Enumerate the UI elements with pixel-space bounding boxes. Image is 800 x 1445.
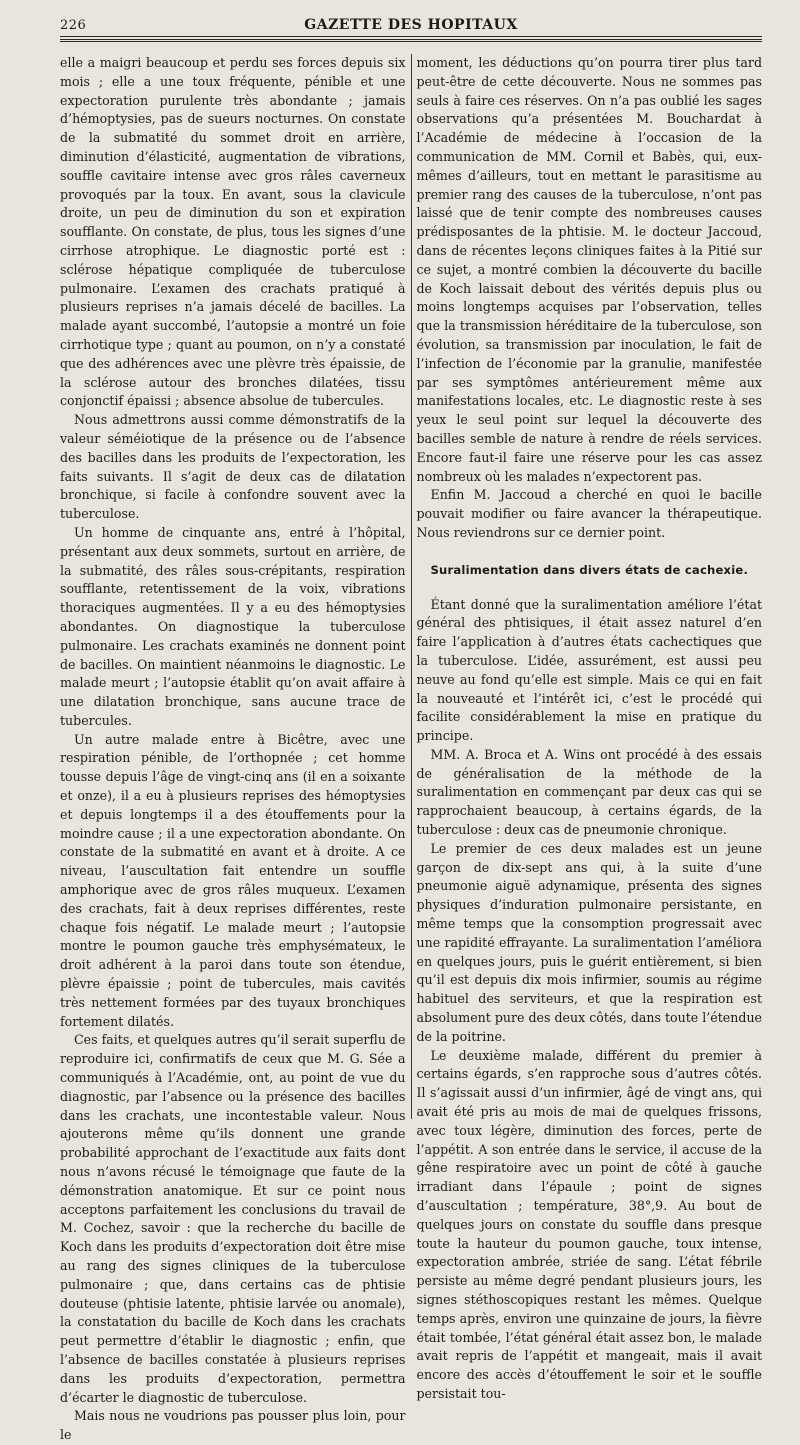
paragraph: elle a maigri beaucoup et perdu ses forces depuis six mois ; elle a une toux fréquente, pénible et une expectoration purulente très abondante ; jamais d’hémoptysies, pas de sueurs nocturnes. On constate de la submatité du sommet droit en arrière, diminution d’élasticité, augmentation de vibrations, souffle cavitaire intense avec gros râles caverneux provoqués par la toux. En avant, sous la clavicule droite, un peu de diminution du son et expiration soufflante. On constate, de plus, tous les signes d’une cirrhose atrophique. Le diagnostic porté est : sclérose hépatique compliquée de tuberculose pulmonaire. L’examen des crachats pratiqué à plusieurs reprises n’a jamais décelé de bacilles. La malade ayant succombé, l’autopsie a montré un foie cirrhotique type ; quant au poumon, on n’y a constaté que des adhérences avec une plèvre très épaissie, de la sclérose autour des bronches dilatées, tissu conjonctif épaissi ; absence absolue de tubercules. (60, 55, 406, 409)
paragraph: Ces faits, et quelques autres qu’il serait superflu de reproduire ici, confirmatifs de ceux que M. G. Sée a communiqués à l’Académie, ont, au point de vue du diagnostic, par l’absence ou la présence des bacilles dans les crachats, une incontestable valeur. Nous ajouterons même qu’ils donnent une grande probabilité approchant de l’exactitude aux faits dont nous n’avons récusé le témoignage que faute de la démonstration anatomique. Et sur ce point nous acceptons parfaitement les conclusions du travail de M. Cochez, savoir : que la recherche du bacille de Koch dans les produits d’expectoration doit être mise au rang des signes cliniques de la tuberculose pulmonaire ; que, dans certains cas de phtisie douteuse (phtisie latente, phtisie larvée ou anomale), la constatation du bacille de Koch dans les crachats peut permettre d’établir le diagnostic ; enfin, que l’absence de bacilles constatée à plusieurs reprises dans les produits d’expectoration, permettra d’écarter le diagnostic de tuberculose. (60, 1032, 406, 1405)
column-divider (411, 54, 412, 1119)
paragraph: Étant donné que la suralimentation améliore l’état général des phtisiques, il était assez naturel d’en faire l’application à d’autres états cachectiques que la tuberculose. L’idée, assurément, est aussi peu neuve au fond qu’elle est simple. Mais ce qui en fait la nouveauté et l’intérêt ici, c’est le procédé qui facilite considérablement la mise en pratique du principe. (416, 596, 763, 744)
text-columns (60, 54, 763, 1443)
left-column (60, 54, 406, 1443)
paragraph: Un autre malade entre à Bicêtre, avec une respiration pénible, de l’orthopnée ; cet homme tousse depuis l’âge de vingt-cinq ans (il en a soixante et onze), il a eu à plusieurs reprises des hémoptysies et depuis longtemps il a des étouffements pour la moindre cause ; il a une expectoration abondante. On constate de la submatité en avant et à droite. A ce niveau, l’auscultation fait entendre un souffle amphorique avec de gros râles muqueux. L’examen des crachats, fait à deux reprises différentes, reste chaque fois négatif. Le malade meurt ; l’autopsie montre le poumon gauche très emphysémateux, le droit adhérent à la paroi dans toute son étendue, plèvre épaissie ; point de tubercules, mais cavités très nettement formées par des tuyaux bronchiques fortement dilatés. (60, 731, 406, 1029)
page-number: 226 (60, 18, 87, 33)
journal-title: GAZETTE DES HOPITAUX (304, 17, 518, 33)
paragraph: Un homme de cinquante ans, entré à l’hôpital, présentant aux deux sommets, surtout en arrière, de la submatité, des râles sous-crépitants, respiration soufflante, retentissement de la voix, vibrations thoraciques augmentées. Il y a eu des hémoptysies abondantes. On diagnostique la tuberculose pulmonaire. Les crachats examinés ne donnent point de bacilles. On maintient néanmoins le diagnostic. Le malade meurt ; l’autopsie établit qu’on avait affaire à une dilatation bronchique, sans aucune trace de tubercules. (60, 524, 406, 728)
paragraph: Nous admettrons aussi comme démonstratifs de la valeur séméiotique de la présence ou de l’absence des bacilles dans les produits de l’expectoration, les faits suivants. Il s’agit de deux cas de dilatation bronchique, si facile à confondre souvent avec la tuberculose. (60, 412, 406, 522)
paragraph: Le premier de ces deux malades est un jeune garçon de dix-sept ans qui, à la suite d’une pneumonie aiguë adynamique, présenta des signes physiques d’induration pulmonaire persistante, en même temps que la consomption progressait avec une rapidité effrayante. La suralimentation l’améliora en quelques jours, puis le guérit entièrement, si bien qu’il est depuis dix mois infirmier, soumis au régime habituel des serviteurs, et que la respiration est absolument pure des deux côtés, dans toute l’étendue de la poitrine. (416, 840, 763, 1044)
page-header (60, 12, 762, 36)
paragraph: Le deuxième malade, différent du premier à certains égards, s’en rapproche sous d’autres côtés. Il s’agissait aussi d’un infirmier, âgé de vingt ans, qui avait été pris au mois de mai de quelques frissons, avec toux légère, diminution des forces, perte de l’appétit. A son entrée dans le service, il accuse de la gêne respiratoire avec un point de côté à gauche irradiant dans l’épaule ; point de signes d’auscultation ; température, 38°,9. Au bout de quelques jours on constate du souffle dans presque toute la hauteur du poumon gauche, toux intense, expectoration ambrée, striée de sang. L’état fébrile persiste au même degré pendant plusieurs jours, les signes stéthoscopiques restant les mêmes. Quelque temps après, environ une quinzaine de jours, la fièvre était tombée, l’état général était assez bon, le malade avait repris de l’appétit et mangeait, mais il avait encore des accès d’étouffement le soir et le souffle persistait tou- (416, 1047, 763, 1401)
paragraph: moment, les déductions qu’on pourra tirer plus tard peut-être de cette découverte. Nous ne sommes pas seuls à faire ces réserves. On n’a pas oublié les sages observations qu’a présentées M. Bouchardat à l’Académie de médecine à l’occasion de la communication de MM. Cornil et Babès, qui, eux-mêmes d’ailleurs, tout en mettant le parasitisme au premier rang des causes de la tuberculose, n’ont pas laissé que de tenir compte des nombreuses causes prédisposantes de la phtisie. M. le docteur Jaccoud, dans de récentes leçons cliniques faites à la Pitié sur ce sujet, a montré combien la découverte du bacille de Koch laissait debout des vérités depuis plus ou moins longtemps acquises par l’observation, telles que la transmission héréditaire de la tuberculose, son évolution, sa transmission par inoculation, le fait de l’infection de l’économie par la granulie, manifestée par ses symptômes antérieurement même aux manifestations locales, etc. Le diagnostic reste à ses yeux le seul point sur lequel la découverte des bacilles semble de nature à rendre de réels services. Encore faut-il faire une réserve pour les cas assez nombreux où les malades n’expectorent pas. (416, 55, 763, 484)
header-rule (60, 36, 762, 37)
paragraph: Enfin M. Jaccoud a cherché en quoi le bacille pouvait modifier ou faire avancer la thérapeutique. Nous reviendrons sur ce dernier point. (416, 487, 763, 540)
paragraph: Mais nous ne voudrions pas pousser plus loin, pour le (60, 1408, 406, 1443)
header-double-rule (60, 39, 762, 42)
section-title: Suralimentation dans divers états de cachexie. (430, 562, 749, 577)
right-column (416, 54, 763, 1401)
paragraph: MM. A. Broca et A. Wins ont procédé à des essais de généralisation de la méthode de la suralimentation en commençant par deux cas qui se rapprochaient beaucoup, à certains égards, de la tuberculose : deux cas de pneumonie chronique. (416, 746, 763, 838)
